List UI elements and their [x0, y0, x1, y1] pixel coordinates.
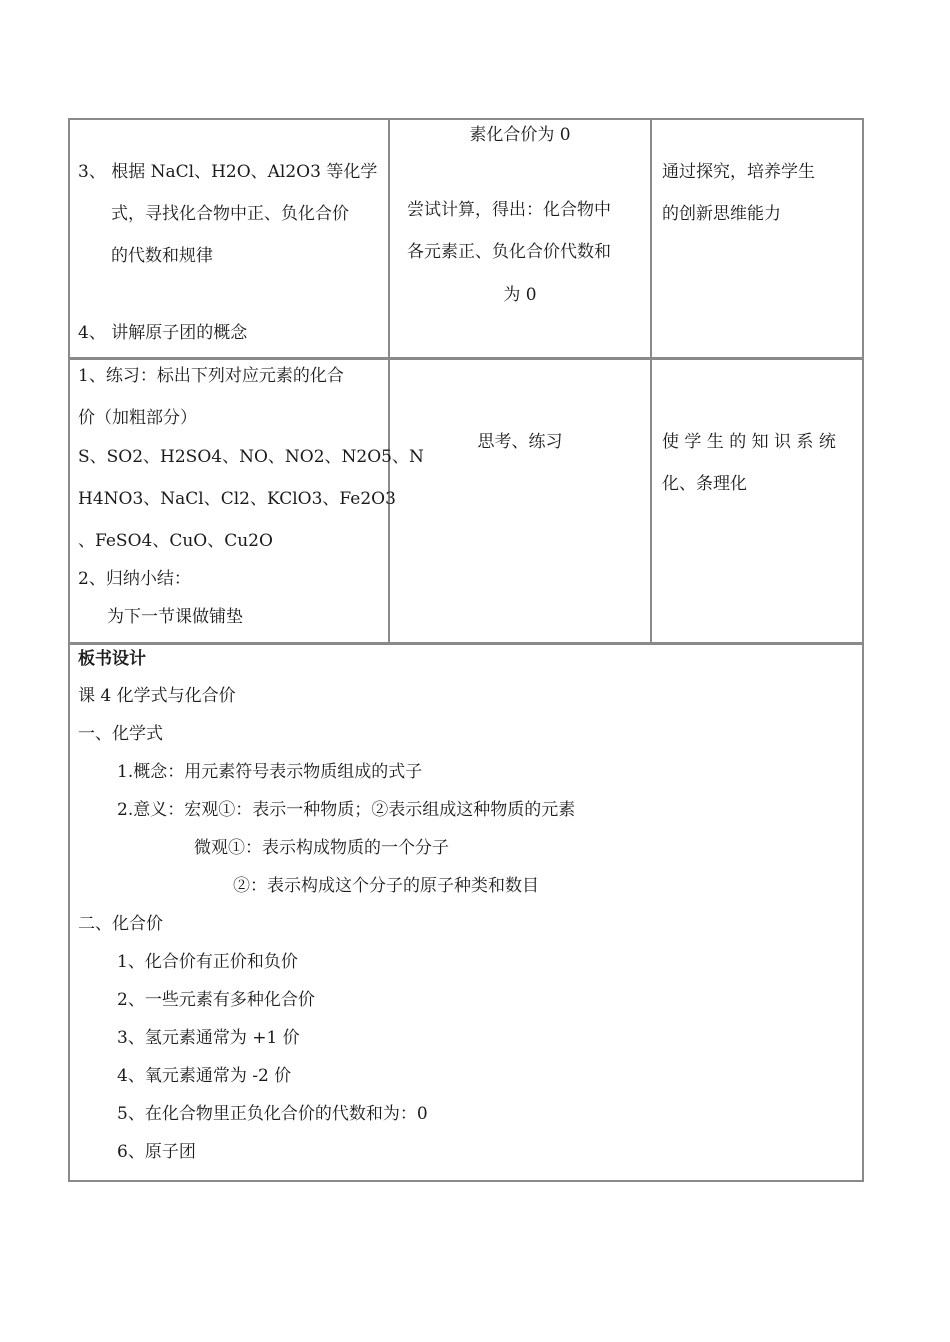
row1-item3-line2: 式，寻找化合物中正、负化合价 — [111, 204, 349, 224]
row2-line6: 2、归纳小结： — [78, 569, 191, 589]
board-section-2: 二、化合价 — [78, 914, 163, 934]
board-lesson-title: 课 4 化学式与化合价 — [78, 686, 236, 706]
row2-line1: 1、练习：标出下列对应元素的化合 — [78, 366, 344, 386]
row-divider-2 — [68, 642, 864, 645]
board-s2-item6: 6、原子团 — [117, 1142, 196, 1162]
board-s2-item2: 2、一些元素有多种化合价 — [117, 990, 315, 1010]
column-divider-2 — [650, 118, 652, 644]
row2-col3-line1: 使 学 生 的 知 识 系 统 — [662, 432, 836, 452]
row1-col2-line4: 为 0 — [503, 285, 537, 305]
board-s1-meaning: 2.意义：宏观①：表示一种物质；②表示组成这种物质的元素 — [117, 800, 576, 820]
board-section-1: 一、化学式 — [78, 724, 163, 744]
row2-line4: H4NO3、NaCl、Cl2、KClO3、Fe2O3 — [78, 489, 396, 509]
board-s2-item3: 3、氢元素通常为 +1 价 — [117, 1028, 300, 1048]
board-s2-item4: 4、氧元素通常为 -2 价 — [117, 1066, 292, 1086]
row1-col2-line1: 素化合价为 0 — [469, 125, 571, 145]
board-s1-micro-2: ②：表示构成这个分子的原子种类和数目 — [233, 876, 539, 896]
row2-line5: 、FeSO4、CuO、Cu2O — [78, 531, 273, 551]
row1-col3-line2: 的创新思维能力 — [662, 204, 781, 224]
row1-col2-line2: 尝试计算，得出：化合物中 — [407, 200, 611, 220]
board-heading: 板书设计 — [78, 649, 146, 669]
board-s2-item5: 5、在化合物里正负化合价的代数和为：0 — [117, 1104, 428, 1124]
row2-line7: 为下一节课做铺垫 — [107, 607, 243, 627]
column-divider-1 — [388, 118, 390, 644]
board-s1-concept: 1.概念：用元素符号表示物质组成的式子 — [117, 762, 423, 782]
board-s2-item1: 1、化合价有正价和负价 — [117, 952, 298, 972]
table-border — [68, 118, 864, 1182]
row2-line3: S、SO2、H2SO4、NO、NO2、N2O5、N — [78, 447, 424, 467]
row2-col3-line2: 化、条理化 — [662, 474, 747, 494]
row1-col2-line3: 各元素正、负化合价代数和 — [407, 242, 611, 262]
row-divider-1 — [68, 357, 864, 360]
row1-item3-line3: 的代数和规律 — [111, 246, 213, 266]
row2-line2: 价（加粗部分） — [78, 408, 197, 428]
row2-col2-line1: 思考、练习 — [477, 432, 563, 452]
board-s1-micro: 微观①：表示构成物质的一个分子 — [194, 838, 449, 858]
row1-col3-line1: 通过探究，培养学生 — [662, 162, 815, 182]
row1-item3-line1: 3、 根据 NaCl、H2O、Al2O3 等化学 — [78, 162, 378, 182]
row1-item4: 4、 讲解原子团的概念 — [78, 323, 248, 343]
